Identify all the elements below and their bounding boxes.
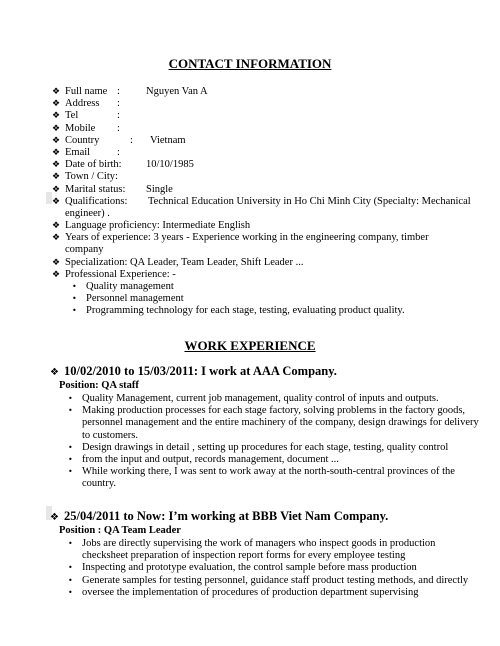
field-email [50, 147, 490, 159]
field-colon: : [117, 86, 120, 97]
list-item: • Generate samples for testing personnel, guidance staff product testing methods, and directly [68, 574, 469, 586]
field-address [50, 98, 490, 110]
field-qualifications [50, 196, 490, 220]
job-duties-list [68, 393, 482, 491]
job-header [50, 510, 388, 524]
field-colon: : [117, 146, 120, 158]
contact-section [50, 86, 490, 318]
diamond-bullet-icon: ❖ [51, 111, 61, 122]
field-label: Marital status: [65, 183, 126, 195]
field-value: 10/10/1985 [146, 159, 194, 171]
field-value: Single [146, 183, 173, 195]
field-value: Technical Education University in Ho Chi Minh City (Specialty: Mechanical engineer) . [65, 195, 471, 219]
diamond-bullet-icon: ❖ [51, 123, 61, 134]
list-item: • Making production processes for each stage factory, solving problems in the factory goods, personnel management and the entire machinery of the company, design drawings for delivery to customers. [68, 405, 479, 441]
field-colon: : [117, 122, 120, 134]
field-value: Vietnam [150, 134, 186, 146]
diamond-bullet-icon: ❖ [51, 147, 61, 158]
diamond-bullet-icon: ❖ [51, 184, 61, 195]
list-item: • Quality Management, current job management, quality control of inputs and outputs. [68, 393, 439, 404]
diamond-bullet-icon: ❖ [50, 512, 59, 523]
field-label: Tel [65, 110, 79, 122]
diamond-bullet-icon: ❖ [51, 196, 61, 207]
field-country [50, 135, 490, 147]
diamond-bullet-icon: ❖ [51, 257, 61, 268]
experience-text: Years of experience: 3 years - Experience working in the engineering company, timber company [65, 232, 429, 256]
field-marital-status [50, 184, 490, 196]
field-label: Date of birth: [65, 159, 122, 171]
diamond-bullet-icon: ❖ [51, 221, 61, 232]
language-text: Language proficiency: Intermediate English [65, 220, 251, 232]
field-label: Qualifications: [65, 195, 128, 207]
diamond-bullet-icon: ❖ [50, 367, 59, 378]
list-item: • Jobs are directly supervising the work of managers who inspect goods in production checksheet preparation of inspection report forms for every employee testing [68, 538, 436, 562]
diamond-bullet-icon: ❖ [51, 135, 61, 146]
list-item: • Inspecting and prototype evaluation, the control sample before mass production [68, 562, 417, 574]
list-item: • Design drawings in detail , setting up procedures for each stage, testing, quality control [68, 441, 449, 453]
bullet-icon: • [68, 467, 73, 477]
bullet-icon: • [72, 306, 77, 316]
specialization-text: Specialization: QA Leader, Team Leader, Shift Leader ... [65, 256, 304, 268]
field-colon: : [130, 134, 133, 146]
field-full-name [50, 86, 490, 98]
field-label: Country [65, 134, 100, 146]
field-label: Full name [65, 86, 108, 97]
list-item: • Personnel management [72, 293, 184, 305]
bullet-icon: • [68, 455, 73, 465]
bullet-icon: • [68, 406, 73, 416]
diamond-bullet-icon: ❖ [51, 99, 61, 110]
professional-label: Professional Experience: - [65, 268, 176, 280]
field-town-city [50, 171, 490, 183]
job-period-text: 10/02/2010 to 15/03/2011: I work at AAA Company. [63, 364, 337, 378]
field-professional-experience [50, 269, 490, 281]
field-label: Mobile [65, 122, 96, 134]
bullet-icon: • [68, 587, 73, 597]
job-header [50, 365, 337, 379]
job-position: Position: QA staff [59, 380, 139, 391]
job-duties-list [68, 538, 482, 599]
list-item: • Programming technology for each stage, testing, evaluating product quality. [72, 305, 405, 317]
job-period-text: 25/04/2011 to Now: I’m working at BBB Viet Nam Company. [63, 509, 389, 523]
bullet-icon: • [72, 282, 77, 292]
diamond-bullet-icon: ❖ [51, 160, 61, 171]
bullet-icon: • [68, 575, 73, 585]
field-language [50, 220, 490, 232]
field-label: Address [65, 98, 100, 110]
job-position: Position : QA Team Leader [59, 525, 181, 536]
professional-list [0, 281, 490, 318]
diamond-bullet-icon: ❖ [51, 269, 61, 280]
diamond-bullet-icon: ❖ [51, 172, 61, 183]
contact-information-heading: CONTACT INFORMATION [168, 56, 332, 71]
field-value: Nguyen Van A [146, 86, 208, 97]
bullet-icon: • [68, 563, 73, 573]
field-date-of-birth [50, 159, 490, 171]
list-item: • from the input and output, records management, document ... [68, 454, 339, 466]
field-mobile [50, 123, 490, 135]
field-colon: : [117, 110, 120, 122]
diamond-bullet-icon: ❖ [51, 87, 61, 97]
field-label: Email [65, 146, 91, 158]
list-item: • oversee the implementation of procedures of production department supervising [68, 586, 419, 598]
bullet-icon: • [68, 394, 73, 403]
bullet-icon: • [72, 294, 77, 304]
field-colon: : [117, 98, 120, 110]
field-experience [50, 232, 490, 256]
diamond-bullet-icon: ❖ [51, 233, 61, 244]
list-item: • Quality management [72, 281, 174, 293]
field-specialization [50, 257, 490, 269]
list-item: • While working there, I was sent to work away at the north-south-central provinces of the country. [68, 466, 455, 490]
field-label: Town / City: [65, 171, 118, 183]
bullet-icon: • [68, 442, 73, 452]
field-tel [50, 110, 490, 122]
bullet-icon: • [68, 539, 73, 548]
work-experience-heading: WORK EXPERIENCE [184, 338, 316, 353]
